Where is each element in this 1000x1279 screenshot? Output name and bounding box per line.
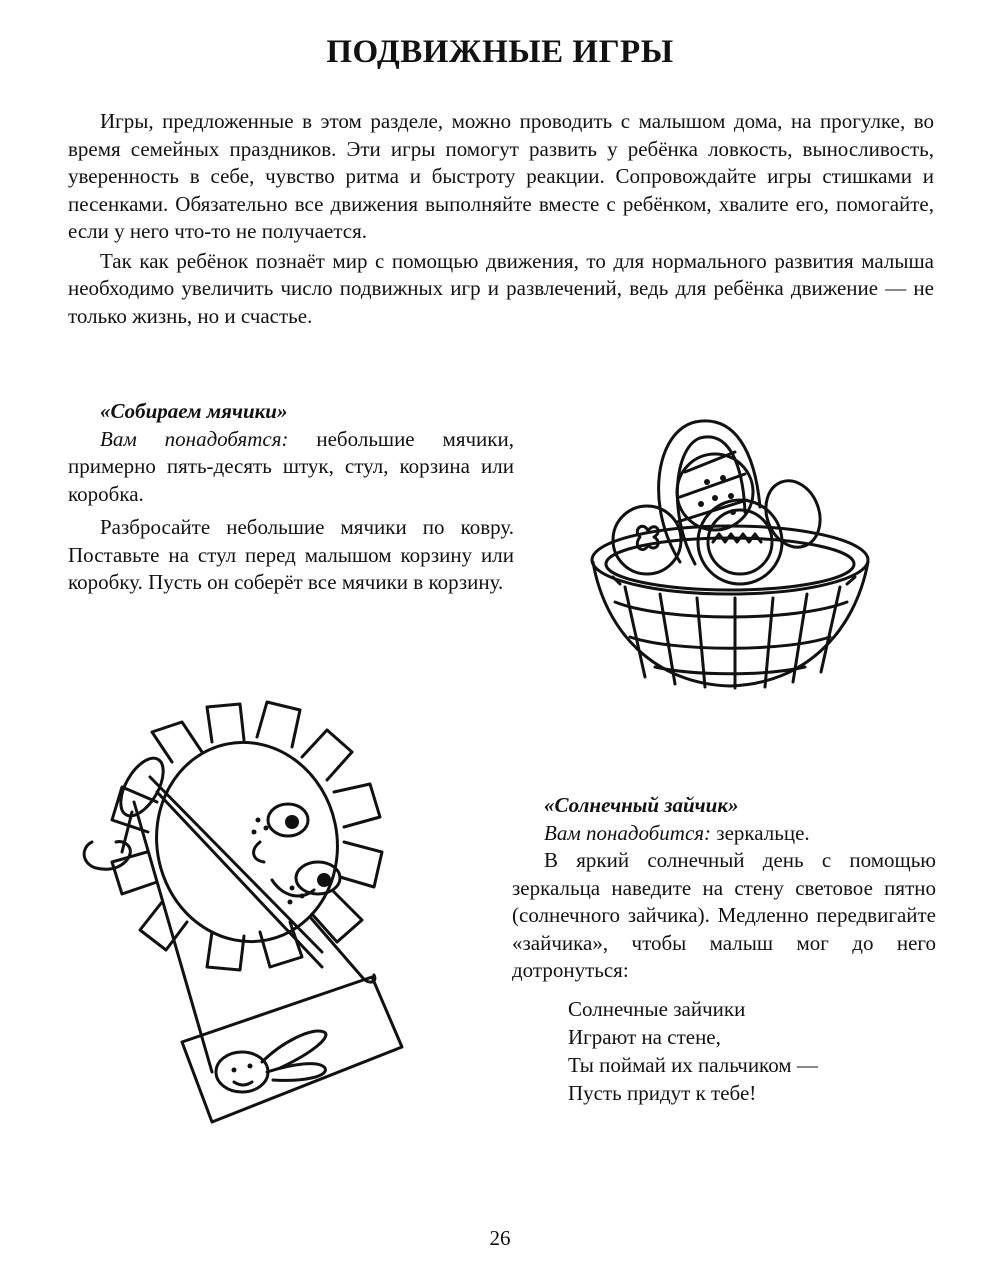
page-title: ПОДВИЖНЫЕ ИГРЫ	[326, 34, 674, 70]
requirements-text: зеркальце.	[711, 820, 810, 845]
page-number: 26	[489, 1226, 511, 1250]
requirements-label: Вам понадобятся:	[100, 426, 289, 451]
intro-text	[68, 108, 934, 330]
game-requirements	[68, 426, 514, 509]
game-instructions: В яркий солнечный день с помощью зеркальца наведите на стену световое пятно (солнечного зайчика). Медленно передвигайте «зайчика», чтобы малыш мог до него дотронуться:	[512, 848, 936, 982]
requirements-label: Вам понадобится:	[544, 820, 712, 845]
game-requirements	[512, 820, 936, 848]
verse	[568, 995, 936, 1107]
game-title: «Солнечный зайчик»	[544, 793, 739, 817]
game-instructions: Разбросайте небольшие мячики по ковру. Поставьте на стул перед малышом корзину или коробку. Пусть он соберёт все мячики в корзину.	[68, 515, 514, 594]
game-sunny-bunny	[512, 792, 936, 1107]
verse-line: Пусть придут к тебе!	[568, 1080, 757, 1105]
intro-paragraph-1: Игры, предложенные в этом разделе, можно проводить с малышом дома, на прогулке, во время семейных праздников. Эти игры помогут развить у ребёнка ловкость, выносливость, уверенность в себе, чувство ритма и быстроту реакции. Сопровождайте игры стишками и песенками. Обязательно все движения выполняйте вместе с ребёнком, хвалите его, помогайте, если у него что-то не получается.	[68, 109, 934, 243]
game-title: «Собираем мячики»	[100, 399, 288, 423]
verse-line: Ты поймай их пальчиком —	[568, 1052, 818, 1077]
verse-line: Играют на стене,	[568, 1024, 721, 1049]
requirements-text: небольшие мячики, примерно пять-десять штук, стул, корзина или коробка.	[68, 426, 514, 506]
game-collect-balls	[68, 398, 514, 597]
intro-paragraph-2: Так как ребёнок познаёт мир с помощью движения, то для нормального развития малыша необходимо увеличить число подвижных игр и развлечений, ведь для ребёнка движение — не только жизнь, но и счастье.	[68, 248, 934, 328]
verse-line: Солнечные зайчики	[568, 996, 746, 1021]
sun-mirror-illustration	[62, 692, 432, 1136]
basket-illustration	[585, 412, 875, 694]
